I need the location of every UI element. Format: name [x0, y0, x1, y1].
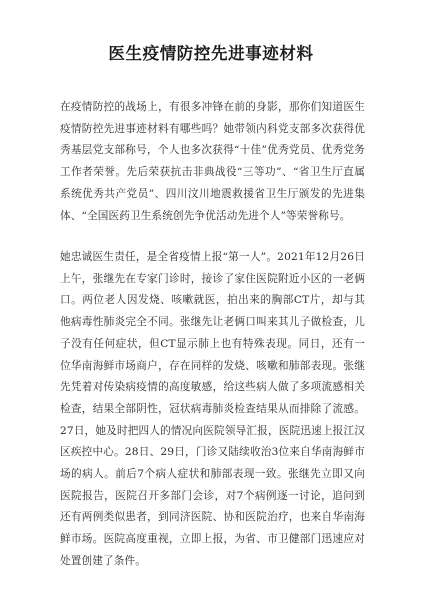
paragraph-intro: 在疫情防控的战场上，有很多冲锋在前的身影，那你们知道医生疫情防控先进事迹材料有哪些吗？她带领内科党支部多次获得优秀基层党支部称号，个人也多次获得“十佳”优秀党员、优秀党务工作者荣誉。先后荣获抗击非典战役“三等功”、“省卫生厅直属系统优秀共产党员”、四川汶川地震救援省卫生厅颁发的先进集体、“全国医药卫生系统创先争优活动先进个人”等荣誉称号。	[60, 101, 365, 222]
paragraph-deeds: 她忠诚医生责任，是全省疫情上报“第一人”。2021年12月26日上午，张继先在专家门诊时，接诊了家住医院附近小区的一老俩口。两位老人因发烧、咳嗽就医，拍出来的胸部CT片，却与其他病毒性肺炎完全不同。张继先让老俩口叫来其儿子做检查，儿子没有任何症状，但CT显示肺上也有特殊表现。同日，还有一位华南海鲜市场商户，存在同样的发烧、咳嗽和肺部表现。张继先凭着对传染病疫情的高度敏感，给这些病人做了多项流感相关检查，结果全部阴性，冠状病毒肺炎检查结果从而排除了流感。27日，她及时把四人的情况向医院领导汇报，医院迅速上报江汉区疾控中心。28日、29日，门诊又陆续收治3位来自华南海鲜市场的病人。前后7个病人症状和肺部表现一致。张继先立即又向医院报告，医院召开多部门会诊，对7个病例逐一讨论，追问到还有两例类似患者，到同济医院、协和医院治疗，也来自华南海鲜市场。医院高度重视，立即上报，为省、市卫健部门迅速应对处置创建了条件。	[60, 251, 365, 567]
document-title: 医生疫情防控先进事迹材料	[108, 44, 314, 63]
